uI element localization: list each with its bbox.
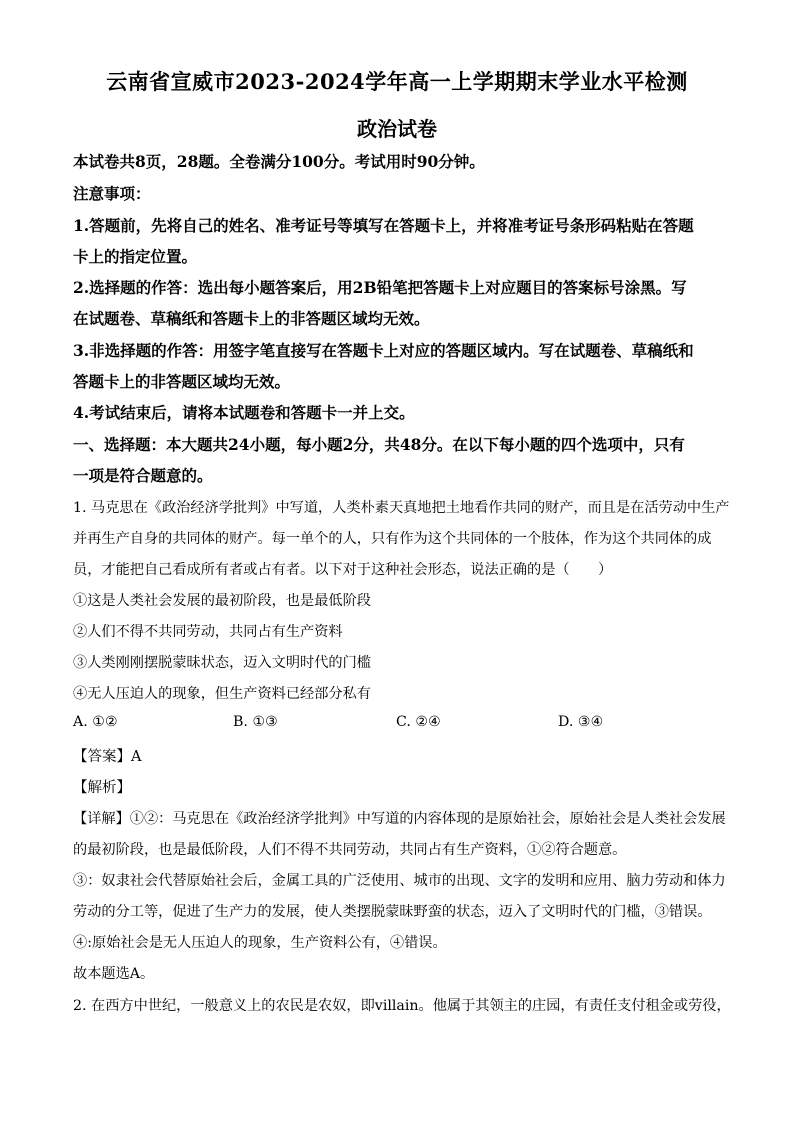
notice-line: 答题卡上的非答题区域均无效。 [73,372,291,391]
intro-line: 本试卷共8页，28题。全卷满分100分。考试用时90分钟。 [73,152,485,171]
explanation-line: 的最初阶段，也是最低阶段，人们不得不共同劳动，共同占有生产资料，①②符合题意。 [73,842,627,858]
option-a: A. ①② [73,714,118,730]
exam-subtitle: 政治试卷 [357,117,437,141]
notice-line: 3.非选择题的作答：用签字笔直接写在答题卡上对应的答题区域内。写在试题卷、草稿纸和 [73,341,694,360]
statement-item: ①这是人类社会发展的最初阶段，也是最低阶段 [73,593,371,609]
notice-line: 在试题卷、草稿纸和答题卡上的非答题区域均无效。 [73,309,430,328]
option-d: D. ③④ [558,714,604,730]
notice-line: 2.选择题的作答：选出每小题答案后，用2B铅笔把答题卡上对应题目的答案标号涂黑。写 [73,278,687,297]
section-heading: 一项是符合题意的。 [73,466,213,485]
notice-line: 1.答题前，先将自己的姓名、准考证号等填写在答题卡上，并将准考证号条形码粘贴在答题 [73,216,694,235]
analysis-label: 【解析】 [73,780,131,796]
explanation-line: 劳动的分工等，促进了生产力的发展，使人类摆脱蒙昧野蛮的状态，迈入了文明时代的门槛，③错误。 [73,904,712,920]
question-stem: 1. 马克思在《政治经济学批判》中写道，人类朴素天真地把土地看作共同的财产，而且是在活劳动中生产 [73,500,730,516]
option-c: C. ②④ [396,714,441,730]
notice-line: 4.考试结束后，请将本试题卷和答题卡一并上交。 [73,403,415,422]
statement-item: ④无人压迫人的现象，但生产资料已经部分私有 [73,686,371,702]
statement-item: ③人类刚刚摆脱蒙昧状态，迈入文明时代的门槛 [73,655,371,671]
exam-title: 云南省宣威市2023-2024学年高一上学期期末学业水平检测 [106,69,688,94]
statement-item: ②人们不得不共同劳动，共同占有生产资料 [73,624,343,640]
option-b: B. ①③ [233,714,278,730]
section-heading: 一、选择题：本大题共24小题，每小题2分，共48分。在以下每小题的四个选项中，只有 [73,435,685,454]
explanation-line: ④:原始社会是无人压迫人的现象，生产资料公有，④错误。 [73,935,447,951]
notice-heading: 注意事项： [73,184,151,203]
question-stem: 并再生产自身的共同体的财产。每一单个的人，只有作为这个共同体的一个肢体，作为这个共同体的成 [73,531,712,547]
answer-label: 【答案】A [73,749,142,765]
explanation-line: ③：奴隶社会代替原始社会后，金属工具的广泛使用、城市的出现、文字的发明和应用、脑力劳动和体力 [73,873,726,889]
question-stem: 2. 在西方中世纪，一般意义上的农民是农奴，即villain。他属于其领主的庄园，有责任支付租金或劳役， [73,998,731,1014]
question-stem: 员，才能把自己看成所有者或占有者。以下对于这种社会形态，说法正确的是（ ） [73,562,613,578]
explanation-line: 故本题选A。 [73,966,155,982]
notice-line: 卡上的指定位置。 [73,247,198,266]
explanation-line: 【详解】①②：马克思在《政治经济学批判》中写道的内容体现的是原始社会，原始社会是人类社会发展 [73,811,726,827]
